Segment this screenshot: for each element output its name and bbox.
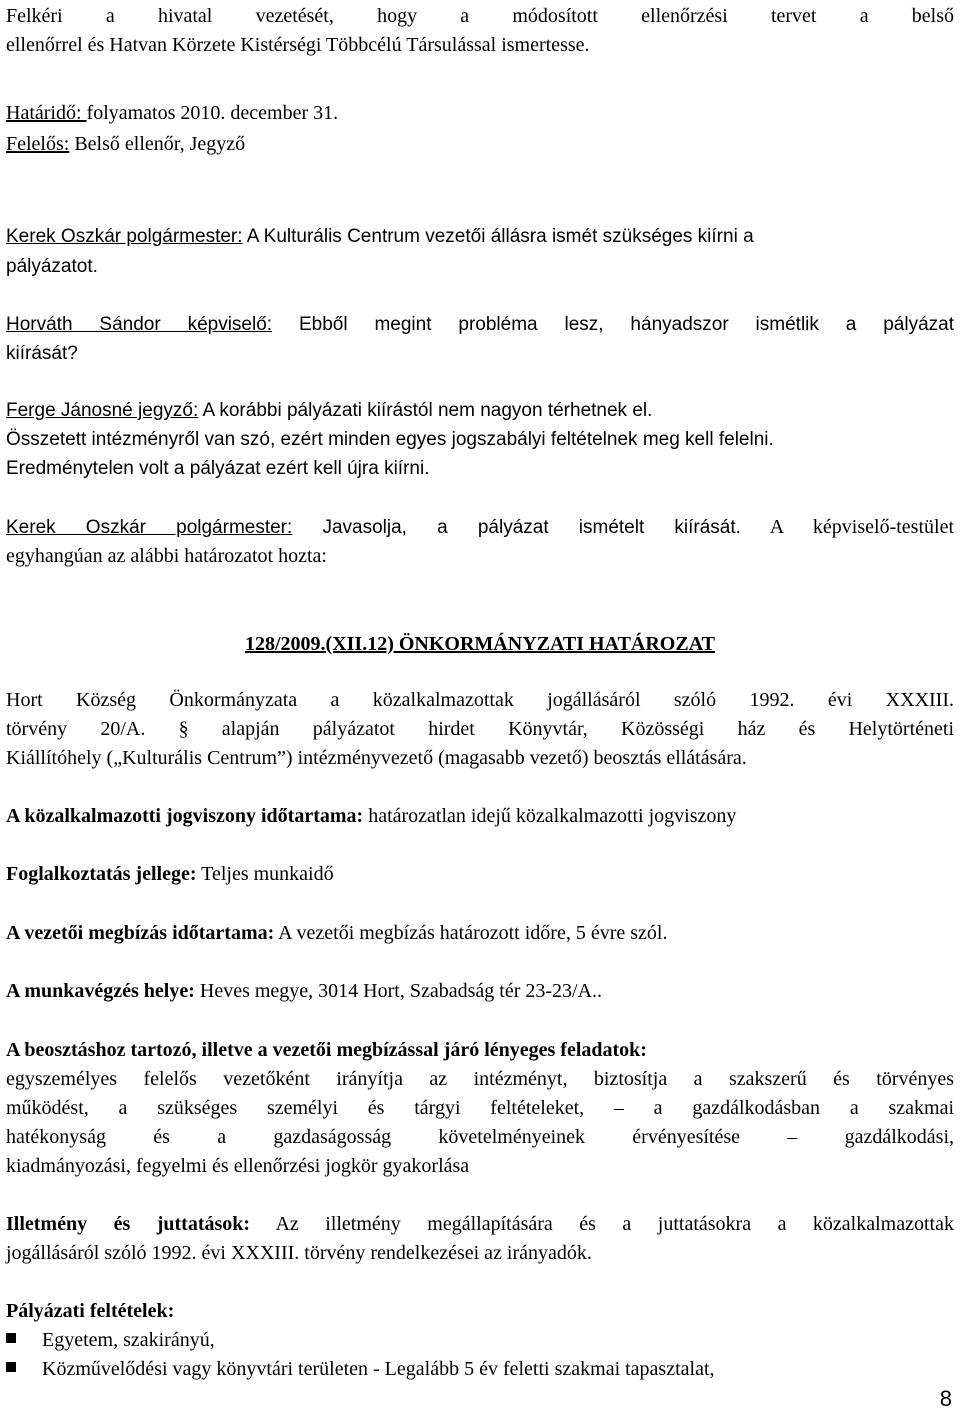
field-workplace bbox=[6, 977, 954, 1006]
p4-line-1 bbox=[6, 513, 954, 542]
deadline-label: Határidő: bbox=[6, 102, 87, 124]
p1-speaker: Kerek Oszkár polgármester: bbox=[6, 226, 243, 247]
deadline-value: folyamatos 2010. december 31. bbox=[86, 102, 339, 124]
p1-text-1: A Kulturális Centrum vezetői állásra ismét szükséges kiírni a bbox=[242, 226, 754, 247]
page-number: 8 bbox=[939, 1386, 952, 1411]
responsible-value: Belső ellenőr, Jegyző bbox=[69, 133, 246, 155]
resolution-title: 128/2009.(XII.12) ÖNKORMÁNYZATI HATÁROZAT bbox=[244, 633, 715, 655]
duties-line-1: egyszemélyes felelős vezetőként irányítja az intézményt, biztosítja a szakszerű és törvényes bbox=[6, 1068, 954, 1090]
duties-line-4: kiadmányozási, fegyelmi és ellenőrzési jogkör gyakorlása bbox=[6, 1155, 470, 1177]
p3-speaker: Ferge Jánosné jegyző: bbox=[6, 400, 199, 421]
field-value: Teljes munkaidő bbox=[196, 863, 334, 885]
p1-line-2: pályázatot. bbox=[6, 256, 98, 277]
salary-text-1: Az illetmény megállapítására és a juttatásokra a közalkalmazottak bbox=[250, 1213, 954, 1235]
p4-text-1: Javasolja, a pályázat ismételt kiírását. bbox=[292, 517, 741, 538]
p4-speaker: Kerek Oszkár polgármester: bbox=[6, 517, 293, 538]
deadline bbox=[6, 99, 954, 128]
responsible bbox=[6, 130, 954, 159]
p2-text-1: Ebből megint probléma lesz, hányadszor ismétlik a pályázat bbox=[272, 314, 955, 335]
p4-line-2: egyhangúan az alábbi határozatot hozta: bbox=[6, 545, 327, 567]
p2-line-1 bbox=[6, 310, 954, 339]
resolution-line-2: törvény 20/A. § alapján pályázatot hirdet Könyvtár, Közösségi ház és Helytörténeti bbox=[6, 718, 954, 740]
resolution-line-3: Kiállítóhely („Kulturális Centrum”) intézményvezető (magasabb vezető) beosztás ellátására. bbox=[6, 747, 747, 769]
condition-item: Egyetem, szakirányú, bbox=[42, 1329, 215, 1351]
resolution-line-1: Hort Község Önkormányzata a közalkalmazottak jogállásáról szóló 1992. évi XXXIII. bbox=[6, 689, 954, 711]
field-label: A közalkalmazotti jogviszony időtartama: bbox=[6, 805, 364, 827]
p1-line-1 bbox=[6, 222, 954, 251]
p3-text-1: A korábbi pályázati kiírástól nem nagyon térhetnek el. bbox=[198, 400, 653, 421]
bullet-square-icon bbox=[6, 1362, 16, 1372]
p3-line-3: Eredménytelen volt a pályázat ezért kell újra kiírni. bbox=[6, 458, 430, 479]
field-employment-duration bbox=[6, 802, 954, 831]
salary-label: Illetmény és juttatások: bbox=[6, 1213, 251, 1235]
p2-line-2: kiírását? bbox=[6, 343, 78, 364]
salary-line-1 bbox=[6, 1210, 954, 1239]
field-value: A vezetői megbízás határozott időre, 5 évre szól. bbox=[274, 922, 668, 944]
duties-label: A beosztáshoz tartozó, illetve a vezetői megbízással járó lényeges feladatok: bbox=[6, 1039, 647, 1061]
responsible-label: Felelős: bbox=[6, 133, 70, 155]
field-value: határozatlan idejű közalkalmazotti jogviszony bbox=[363, 805, 737, 827]
p3-line-2: Összetett intézményről van szó, ezért minden egyes jogszabályi feltételnek meg kell felelni. bbox=[6, 429, 774, 450]
p2-speaker: Horváth Sándor képviselő: bbox=[6, 314, 273, 335]
field-mandate-duration bbox=[6, 919, 954, 948]
intro-line-2: ellenőrrel és Hatvan Körzete Kistérségi Többcélú Társulással ismertesse. bbox=[6, 34, 590, 56]
field-label: A vezetői megbízás időtartama: bbox=[6, 922, 275, 944]
duties-line-3: hatékonyság és a gazdaságosság követelményeinek érvényesítése – gazdálkodási, bbox=[6, 1126, 954, 1148]
field-employment-type bbox=[6, 860, 954, 889]
field-value: Heves megye, 3014 Hort, Szabadság tér 23-23/A.. bbox=[194, 980, 603, 1002]
salary-line-2: jogállásáról szóló 1992. évi XXXIII. törvény rendelkezései az irányadók. bbox=[6, 1242, 592, 1264]
bullet-square-icon bbox=[6, 1333, 16, 1343]
p4-text-1b: A képviselő-testület bbox=[740, 516, 954, 538]
field-label: Foglalkoztatás jellege: bbox=[6, 863, 197, 885]
intro-line-1: Felkéri a hivatal vezetését, hogy a módosított ellenőrzési tervet a belső bbox=[6, 5, 954, 27]
conditions-label: Pályázati feltételek: bbox=[6, 1300, 175, 1322]
field-label: A munkavégzés helye: bbox=[6, 980, 195, 1002]
p3-line-1 bbox=[6, 396, 954, 425]
duties-line-2: működést, a szükséges személyi és tárgyi feltételeket, – a gazdálkodásban a szakmai bbox=[6, 1097, 954, 1119]
condition-item: Közművelődési vagy könyvtári területen - Legalább 5 év feletti szakmai tapasztalat, bbox=[42, 1358, 715, 1380]
